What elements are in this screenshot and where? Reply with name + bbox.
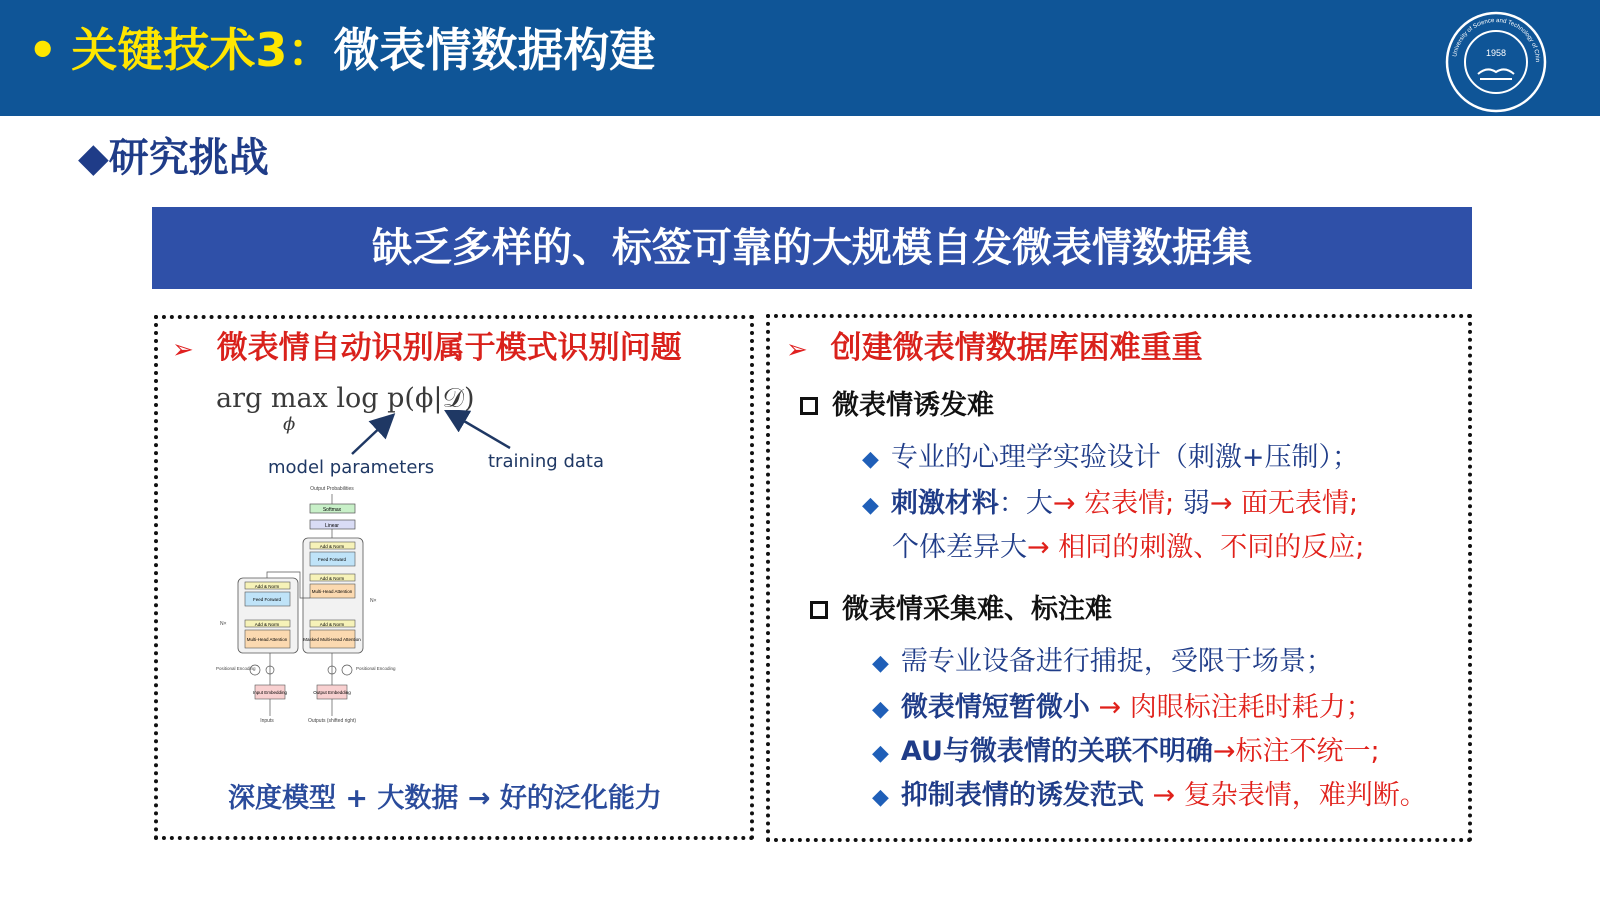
- svg-text:Add & Norm: Add & Norm: [319, 576, 345, 581]
- diamond-bullet-icon: ◆: [872, 697, 889, 722]
- title-part-yellow: 关键技术3：: [71, 23, 334, 77]
- right-panel-heading-text: 创建微表情数据库困难重重: [830, 330, 1203, 366]
- svg-text:Softmax: Softmax: [322, 507, 342, 513]
- slide-title: [28, 20, 655, 80]
- right-panel-heading: [786, 328, 1203, 370]
- checkbox-square-icon: [810, 601, 828, 619]
- section-heading-research-challenge: ◆研究挑战: [78, 135, 269, 181]
- svg-text:Feed Forward: Feed Forward: [252, 597, 282, 602]
- arrow-to-data: [452, 414, 510, 448]
- label-model-parameters: model parameters: [268, 457, 435, 478]
- svg-text:University of Science and Tech: University of Science and Technology of Chin: [1452, 17, 1541, 63]
- svg-text:Input Embedding: Input Embedding: [252, 690, 288, 695]
- label-training-data: training data: [488, 451, 604, 472]
- svg-text:Add & Norm: Add & Norm: [254, 622, 280, 627]
- svg-text:Add & Norm: Add & Norm: [319, 544, 345, 549]
- svg-text:Multi-Head Attention: Multi-Head Attention: [311, 589, 353, 594]
- diamond-bullet-icon: ◆: [872, 785, 889, 810]
- group1-item3: 个体差异大→ 相同的刺激、不同的反应;: [892, 532, 1365, 563]
- group1-item2: ◆ 刺激材料：大→ 宏表情; 弱→ 面无表情;: [862, 488, 1359, 519]
- svg-text:Add & Norm: Add & Norm: [254, 584, 280, 589]
- arrow-to-parameters: [352, 420, 388, 454]
- challenge-banner: 缺乏多样的、标签可靠的大规模自发微表情数据集: [152, 207, 1472, 289]
- svg-text:Positional Encoding: Positional Encoding: [216, 666, 256, 671]
- svg-text:Linear: Linear: [325, 523, 339, 529]
- arrow-bullet-icon: ➢: [172, 335, 194, 365]
- group2-item3: ◆ AU与微表情的关联不明确→标注不统一;: [872, 736, 1380, 767]
- diamond-bullet-icon: ◆: [872, 741, 889, 766]
- group2-item1: ◆ 需专业设备进行捕捉，受限于场景；: [872, 646, 1333, 677]
- svg-text:Output Embedding: Output Embedding: [313, 690, 351, 695]
- group2-title: 微表情采集难、标注难: [810, 592, 1112, 628]
- arrow-bullet-icon: ➢: [786, 335, 808, 365]
- svg-text:Multi-Head Attention: Multi-Head Attention: [246, 637, 288, 642]
- group2-item4: ◆ 抑制表情的诱发范式 → 复杂表情，难判断。: [872, 780, 1427, 811]
- group1-title: 微表情诱发难: [800, 388, 994, 424]
- diamond-bullet-icon: ◆: [862, 493, 879, 518]
- svg-text:N×: N×: [220, 621, 227, 627]
- svg-text:Inputs: Inputs: [260, 718, 274, 724]
- svg-text:Add & Norm: Add & Norm: [319, 622, 345, 627]
- svg-text:1958: 1958: [1485, 48, 1507, 58]
- svg-text:Output Probabilities: Output Probabilities: [310, 486, 354, 492]
- map-formula: arg max log p(ϕ|𝒟): [216, 383, 475, 414]
- title-part-white: 微表情数据构建: [333, 23, 656, 77]
- svg-text:N×: N×: [370, 598, 377, 604]
- formula-subscript: ϕ: [283, 414, 296, 435]
- left-panel-heading-text: 微表情自动识别属于模式识别问题: [216, 330, 682, 366]
- slide-header: [0, 0, 1600, 116]
- group2-item2: ◆ 微表情短暂微小 → 肉眼标注耗时耗力；: [872, 692, 1373, 723]
- transformer-architecture-diagram: [210, 480, 410, 745]
- diamond-bullet-icon: ◆: [872, 651, 889, 676]
- svg-text:Masked Multi-Head Attention: Masked Multi-Head Attention: [303, 637, 361, 642]
- university-seal-logo: [1438, 10, 1554, 114]
- diamond-bullet-icon: ◆: [862, 447, 879, 472]
- group1-item1: ◆ 专业的心理学实验设计（刺激+压制）；: [862, 442, 1360, 473]
- svg-text:Positional Encoding: Positional Encoding: [356, 666, 396, 671]
- svg-text:Outputs (shifted right): Outputs (shifted right): [307, 718, 357, 724]
- checkbox-square-icon: [800, 397, 818, 415]
- title-bullet: •: [28, 23, 58, 77]
- svg-text:Feed Forward: Feed Forward: [317, 557, 347, 562]
- left-panel-heading: [172, 328, 682, 370]
- left-panel-conclusion: 深度模型 + 大数据 → 好的泛化能力: [228, 783, 662, 814]
